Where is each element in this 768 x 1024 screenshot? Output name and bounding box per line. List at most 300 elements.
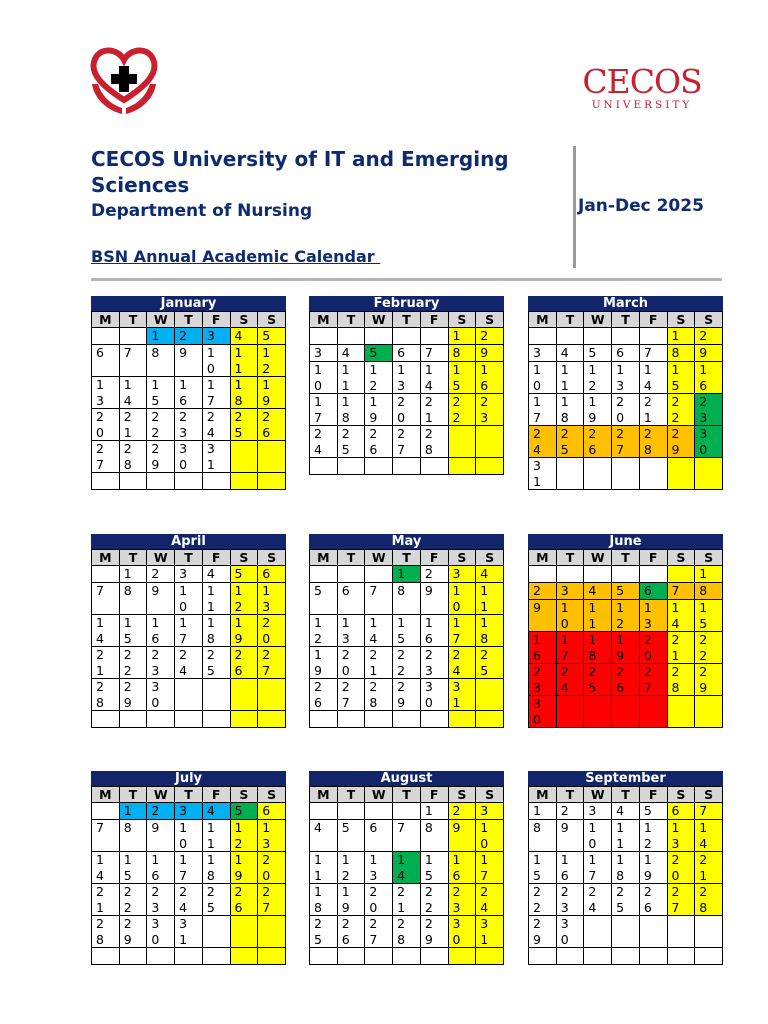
day-cell bbox=[337, 615, 365, 647]
day-number: 3 bbox=[206, 328, 215, 343]
day-cell bbox=[584, 632, 612, 664]
weekday-row bbox=[92, 312, 286, 328]
day-cell bbox=[612, 884, 640, 916]
day-cell bbox=[175, 345, 203, 377]
weekday-label: T bbox=[337, 312, 365, 328]
weekday-label: M bbox=[310, 787, 338, 803]
day-cell bbox=[365, 820, 393, 852]
day-cell bbox=[556, 632, 584, 664]
day-number: 31 bbox=[533, 458, 541, 489]
day-cell bbox=[667, 632, 695, 664]
weekday-label: S bbox=[695, 787, 723, 803]
day-number: 4 bbox=[588, 583, 597, 598]
day-cell bbox=[119, 345, 147, 377]
week-row bbox=[310, 615, 504, 647]
day-number: 17 bbox=[588, 852, 597, 883]
day-number: 10 bbox=[206, 345, 215, 376]
day-cell bbox=[310, 916, 338, 948]
day-number: 4 bbox=[206, 566, 215, 581]
day-cell bbox=[639, 362, 667, 394]
day-cell bbox=[119, 615, 147, 647]
day-number: 1 bbox=[123, 803, 132, 818]
day-cell bbox=[147, 583, 175, 615]
day-cell bbox=[365, 884, 393, 916]
day-cell bbox=[529, 852, 557, 884]
day-cell bbox=[667, 948, 695, 965]
month-table bbox=[91, 311, 286, 490]
day-number: 2 bbox=[424, 566, 433, 581]
logo-brand-text: CECOS bbox=[582, 62, 702, 101]
day-number: 18 bbox=[206, 615, 215, 646]
day-cell bbox=[556, 600, 584, 632]
day-cell bbox=[175, 711, 203, 728]
month-title: May bbox=[309, 534, 504, 549]
weekday-label: F bbox=[202, 550, 230, 566]
day-cell bbox=[556, 362, 584, 394]
day-cell bbox=[92, 679, 120, 711]
day-cell bbox=[230, 328, 258, 345]
day-cell bbox=[258, 948, 286, 965]
day-cell bbox=[393, 803, 421, 820]
weekday-label: F bbox=[420, 787, 448, 803]
day-number: 9 bbox=[480, 345, 489, 360]
weekday-label: S bbox=[695, 550, 723, 566]
day-cell bbox=[612, 345, 640, 362]
day-cell bbox=[529, 458, 557, 490]
day-cell bbox=[420, 458, 448, 475]
day-number: 28 bbox=[397, 916, 406, 947]
day-number: 4 bbox=[616, 803, 625, 818]
day-cell bbox=[147, 820, 175, 852]
day-cell bbox=[92, 852, 120, 884]
day-number: 7 bbox=[369, 583, 378, 598]
day-cell bbox=[119, 679, 147, 711]
day-number: 27 bbox=[671, 884, 680, 915]
day-cell bbox=[175, 647, 203, 679]
day-cell bbox=[420, 852, 448, 884]
day-cell bbox=[639, 394, 667, 426]
day-cell bbox=[337, 583, 365, 615]
day-number: 13 bbox=[369, 852, 378, 883]
day-cell bbox=[119, 803, 147, 820]
day-number: 7 bbox=[699, 803, 708, 818]
day-number: 1 bbox=[699, 566, 708, 581]
day-number: 5 bbox=[314, 583, 322, 598]
month-table bbox=[528, 786, 723, 965]
day-number: 21 bbox=[699, 852, 708, 883]
day-number: 11 bbox=[616, 820, 625, 851]
day-cell bbox=[695, 696, 723, 728]
day-cell bbox=[119, 377, 147, 409]
day-cell bbox=[310, 458, 338, 475]
day-cell bbox=[310, 362, 338, 394]
day-number: 16 bbox=[560, 852, 569, 883]
month-title: January bbox=[91, 296, 286, 311]
day-number: 10 bbox=[533, 362, 541, 393]
weekday-label: S bbox=[230, 312, 258, 328]
day-cell bbox=[584, 583, 612, 600]
month-feb bbox=[309, 296, 504, 475]
day-cell bbox=[639, 632, 667, 664]
day-cell bbox=[529, 566, 557, 583]
day-cell bbox=[202, 820, 230, 852]
day-cell bbox=[584, 394, 612, 426]
day-cell bbox=[230, 566, 258, 583]
day-cell bbox=[556, 820, 584, 852]
month-table bbox=[91, 786, 286, 965]
day-cell bbox=[529, 583, 557, 600]
day-number: 8 bbox=[533, 820, 541, 835]
day-number: 5 bbox=[588, 345, 597, 360]
day-cell bbox=[695, 394, 723, 426]
day-number: 10 bbox=[452, 583, 461, 614]
day-cell bbox=[420, 916, 448, 948]
day-number: 11 bbox=[480, 583, 489, 614]
day-cell bbox=[175, 852, 203, 884]
day-cell bbox=[448, 328, 476, 345]
week-row bbox=[310, 345, 504, 362]
day-cell bbox=[612, 426, 640, 458]
day-cell bbox=[529, 916, 557, 948]
day-number: 7 bbox=[424, 345, 433, 360]
day-number: 16 bbox=[151, 852, 160, 883]
day-cell bbox=[365, 458, 393, 475]
day-number: 20 bbox=[341, 647, 350, 678]
day-cell bbox=[310, 615, 338, 647]
day-cell bbox=[119, 473, 147, 490]
day-number: 24 bbox=[179, 884, 188, 915]
day-cell bbox=[556, 948, 584, 965]
month-title: August bbox=[309, 771, 504, 786]
day-cell bbox=[230, 377, 258, 409]
day-number: 28 bbox=[643, 426, 652, 457]
day-number: 7 bbox=[643, 345, 652, 360]
week-row bbox=[310, 852, 504, 884]
day-cell bbox=[556, 566, 584, 583]
day-cell bbox=[476, 916, 504, 948]
day-cell bbox=[202, 711, 230, 728]
day-number: 12 bbox=[341, 852, 350, 883]
day-cell bbox=[365, 852, 393, 884]
day-cell bbox=[476, 884, 504, 916]
day-number: 25 bbox=[234, 409, 243, 440]
day-number: 27 bbox=[262, 647, 271, 678]
day-cell bbox=[584, 696, 612, 728]
day-cell bbox=[448, 803, 476, 820]
day-cell bbox=[556, 803, 584, 820]
day-number: 5 bbox=[262, 328, 271, 343]
day-number: 23 bbox=[424, 647, 433, 678]
day-number: 1 bbox=[424, 803, 433, 818]
day-number: 19 bbox=[234, 615, 243, 646]
day-cell bbox=[556, 583, 584, 600]
day-cell bbox=[584, 803, 612, 820]
day-cell bbox=[230, 647, 258, 679]
day-number: 15 bbox=[452, 362, 461, 393]
day-number: 25 bbox=[206, 884, 215, 915]
day-number: 3 bbox=[533, 345, 541, 360]
day-number: 18 bbox=[314, 884, 322, 915]
day-number: 15 bbox=[699, 600, 708, 631]
day-number: 25 bbox=[314, 916, 322, 947]
day-number: 22 bbox=[397, 647, 406, 678]
day-cell bbox=[337, 345, 365, 362]
day-number: 15 bbox=[424, 852, 433, 883]
day-number: 9 bbox=[424, 583, 433, 598]
day-number: 22 bbox=[123, 884, 132, 915]
weekday-label: S bbox=[476, 787, 504, 803]
day-cell bbox=[230, 916, 258, 948]
day-number: 18 bbox=[480, 615, 489, 646]
day-cell bbox=[420, 615, 448, 647]
day-number: 21 bbox=[96, 884, 104, 915]
day-number: 15 bbox=[533, 852, 541, 883]
month-jan bbox=[91, 296, 286, 490]
weekday-label: W bbox=[365, 787, 393, 803]
day-cell bbox=[695, 916, 723, 948]
day-cell bbox=[695, 583, 723, 600]
month-sep bbox=[528, 771, 723, 965]
day-cell bbox=[92, 473, 120, 490]
day-number: 1 bbox=[397, 566, 406, 581]
day-cell bbox=[639, 664, 667, 696]
day-number: 29 bbox=[699, 664, 708, 695]
day-cell bbox=[310, 803, 338, 820]
day-number: 28 bbox=[96, 679, 104, 710]
day-cell bbox=[529, 394, 557, 426]
day-cell bbox=[337, 852, 365, 884]
day-number: 31 bbox=[480, 916, 489, 947]
day-number: 5 bbox=[616, 583, 625, 598]
day-cell bbox=[119, 441, 147, 473]
day-number: 29 bbox=[123, 679, 132, 710]
day-number: 13 bbox=[341, 615, 350, 646]
day-cell bbox=[529, 948, 557, 965]
day-cell bbox=[667, 664, 695, 696]
week-row bbox=[92, 566, 286, 583]
day-number: 7 bbox=[123, 345, 132, 360]
day-cell bbox=[119, 647, 147, 679]
day-cell bbox=[310, 394, 338, 426]
week-row bbox=[310, 884, 504, 916]
day-number: 2 bbox=[452, 803, 461, 818]
day-number: 1 bbox=[671, 328, 680, 343]
week-row bbox=[310, 803, 504, 820]
day-cell bbox=[529, 884, 557, 916]
day-cell bbox=[147, 473, 175, 490]
day-cell bbox=[556, 916, 584, 948]
day-number: 28 bbox=[123, 441, 132, 472]
month-table bbox=[309, 786, 504, 965]
day-cell bbox=[695, 345, 723, 362]
weekday-label: F bbox=[420, 312, 448, 328]
day-number: 29 bbox=[533, 916, 541, 947]
day-cell bbox=[476, 328, 504, 345]
day-number: 27 bbox=[341, 679, 350, 710]
day-cell bbox=[476, 394, 504, 426]
day-cell bbox=[420, 328, 448, 345]
weekday-row bbox=[92, 787, 286, 803]
day-cell bbox=[365, 803, 393, 820]
day-number: 3 bbox=[560, 583, 569, 598]
week-row bbox=[310, 583, 504, 615]
day-number: 4 bbox=[560, 345, 569, 360]
day-cell bbox=[230, 884, 258, 916]
day-number: 21 bbox=[671, 632, 680, 663]
week-row bbox=[529, 803, 723, 820]
day-cell bbox=[612, 362, 640, 394]
day-cell bbox=[667, 820, 695, 852]
logo-sub-text: UNIVERSITY bbox=[591, 99, 693, 111]
week-row bbox=[310, 820, 504, 852]
day-number: 19 bbox=[341, 884, 350, 915]
day-cell bbox=[119, 852, 147, 884]
day-cell bbox=[337, 711, 365, 728]
day-number: 2 bbox=[533, 583, 541, 598]
day-cell bbox=[584, 600, 612, 632]
day-number: 19 bbox=[234, 852, 243, 883]
day-number: 26 bbox=[234, 884, 243, 915]
weekday-label: S bbox=[476, 312, 504, 328]
day-number: 17 bbox=[314, 394, 322, 425]
day-cell bbox=[258, 328, 286, 345]
weekday-label: W bbox=[147, 312, 175, 328]
weekday-label: T bbox=[556, 787, 584, 803]
day-number: 15 bbox=[671, 362, 680, 393]
day-cell bbox=[476, 820, 504, 852]
day-cell bbox=[337, 647, 365, 679]
day-number: 19 bbox=[314, 647, 322, 678]
day-cell bbox=[230, 679, 258, 711]
weekday-label: T bbox=[175, 312, 203, 328]
day-cell bbox=[448, 583, 476, 615]
day-number: 1 bbox=[452, 328, 461, 343]
weekday-label: S bbox=[667, 312, 695, 328]
day-number: 4 bbox=[480, 566, 489, 581]
week-row bbox=[92, 711, 286, 728]
header-rule bbox=[91, 278, 722, 281]
day-cell bbox=[556, 345, 584, 362]
day-number: 9 bbox=[151, 820, 160, 835]
day-number: 8 bbox=[151, 345, 160, 360]
weekday-row bbox=[310, 550, 504, 566]
day-number: 22 bbox=[151, 409, 160, 440]
day-cell bbox=[695, 566, 723, 583]
day-cell bbox=[448, 362, 476, 394]
weekday-label: T bbox=[393, 787, 421, 803]
day-cell bbox=[393, 345, 421, 362]
day-cell bbox=[365, 711, 393, 728]
day-number: 6 bbox=[96, 345, 104, 360]
day-number: 26 bbox=[616, 664, 625, 695]
weekday-row bbox=[310, 787, 504, 803]
day-cell bbox=[92, 409, 120, 441]
day-number: 31 bbox=[206, 441, 215, 472]
day-cell bbox=[448, 852, 476, 884]
day-cell bbox=[476, 679, 504, 711]
day-cell bbox=[420, 394, 448, 426]
day-number: 23 bbox=[151, 884, 160, 915]
month-aug bbox=[309, 771, 504, 965]
day-number: 28 bbox=[369, 679, 378, 710]
day-cell bbox=[202, 916, 230, 948]
day-cell bbox=[695, 328, 723, 345]
week-row bbox=[529, 852, 723, 884]
weekday-label: S bbox=[258, 550, 286, 566]
weekday-label: S bbox=[476, 550, 504, 566]
day-number: 11 bbox=[341, 362, 350, 393]
day-cell bbox=[310, 426, 338, 458]
weekday-label: S bbox=[448, 312, 476, 328]
week-row bbox=[529, 362, 723, 394]
day-cell bbox=[230, 345, 258, 377]
day-cell bbox=[639, 884, 667, 916]
day-cell bbox=[584, 362, 612, 394]
day-number: 3 bbox=[480, 803, 489, 818]
day-cell bbox=[639, 583, 667, 600]
week-row bbox=[92, 916, 286, 948]
day-number: 26 bbox=[341, 916, 350, 947]
day-number: 30 bbox=[699, 426, 708, 457]
day-cell bbox=[667, 852, 695, 884]
day-cell bbox=[476, 345, 504, 362]
day-number: 12 bbox=[588, 362, 597, 393]
day-number: 12 bbox=[234, 583, 243, 614]
day-number: 2 bbox=[560, 803, 569, 818]
day-cell bbox=[202, 345, 230, 377]
day-cell bbox=[448, 458, 476, 475]
weekday-label: W bbox=[365, 550, 393, 566]
day-cell bbox=[258, 441, 286, 473]
weekday-label: T bbox=[119, 787, 147, 803]
day-number: 3 bbox=[452, 566, 461, 581]
day-number: 8 bbox=[671, 345, 680, 360]
day-number: 14 bbox=[397, 852, 406, 883]
day-cell bbox=[639, 458, 667, 490]
day-number: 6 bbox=[397, 345, 406, 360]
day-cell bbox=[667, 458, 695, 490]
month-table bbox=[528, 549, 723, 728]
day-number: 4 bbox=[341, 345, 350, 360]
day-number: 2 bbox=[151, 566, 160, 581]
day-cell bbox=[639, 426, 667, 458]
day-cell bbox=[310, 328, 338, 345]
day-number: 3 bbox=[314, 345, 322, 360]
day-cell bbox=[365, 583, 393, 615]
day-cell bbox=[667, 884, 695, 916]
day-number: 9 bbox=[179, 345, 188, 360]
day-cell bbox=[695, 600, 723, 632]
month-jul bbox=[91, 771, 286, 965]
day-cell bbox=[175, 377, 203, 409]
day-number: 12 bbox=[262, 345, 271, 376]
day-cell bbox=[175, 679, 203, 711]
day-cell bbox=[667, 566, 695, 583]
day-number: 2 bbox=[480, 328, 489, 343]
day-cell bbox=[529, 345, 557, 362]
date-range: Jan-Dec 2025 bbox=[578, 196, 704, 216]
day-number: 5 bbox=[234, 566, 243, 581]
day-cell bbox=[612, 820, 640, 852]
day-number: 31 bbox=[179, 916, 188, 947]
day-cell bbox=[476, 711, 504, 728]
day-cell bbox=[667, 583, 695, 600]
day-cell bbox=[337, 948, 365, 965]
day-number: 28 bbox=[96, 916, 104, 947]
day-cell bbox=[448, 916, 476, 948]
day-cell bbox=[476, 362, 504, 394]
day-number: 10 bbox=[560, 600, 569, 631]
